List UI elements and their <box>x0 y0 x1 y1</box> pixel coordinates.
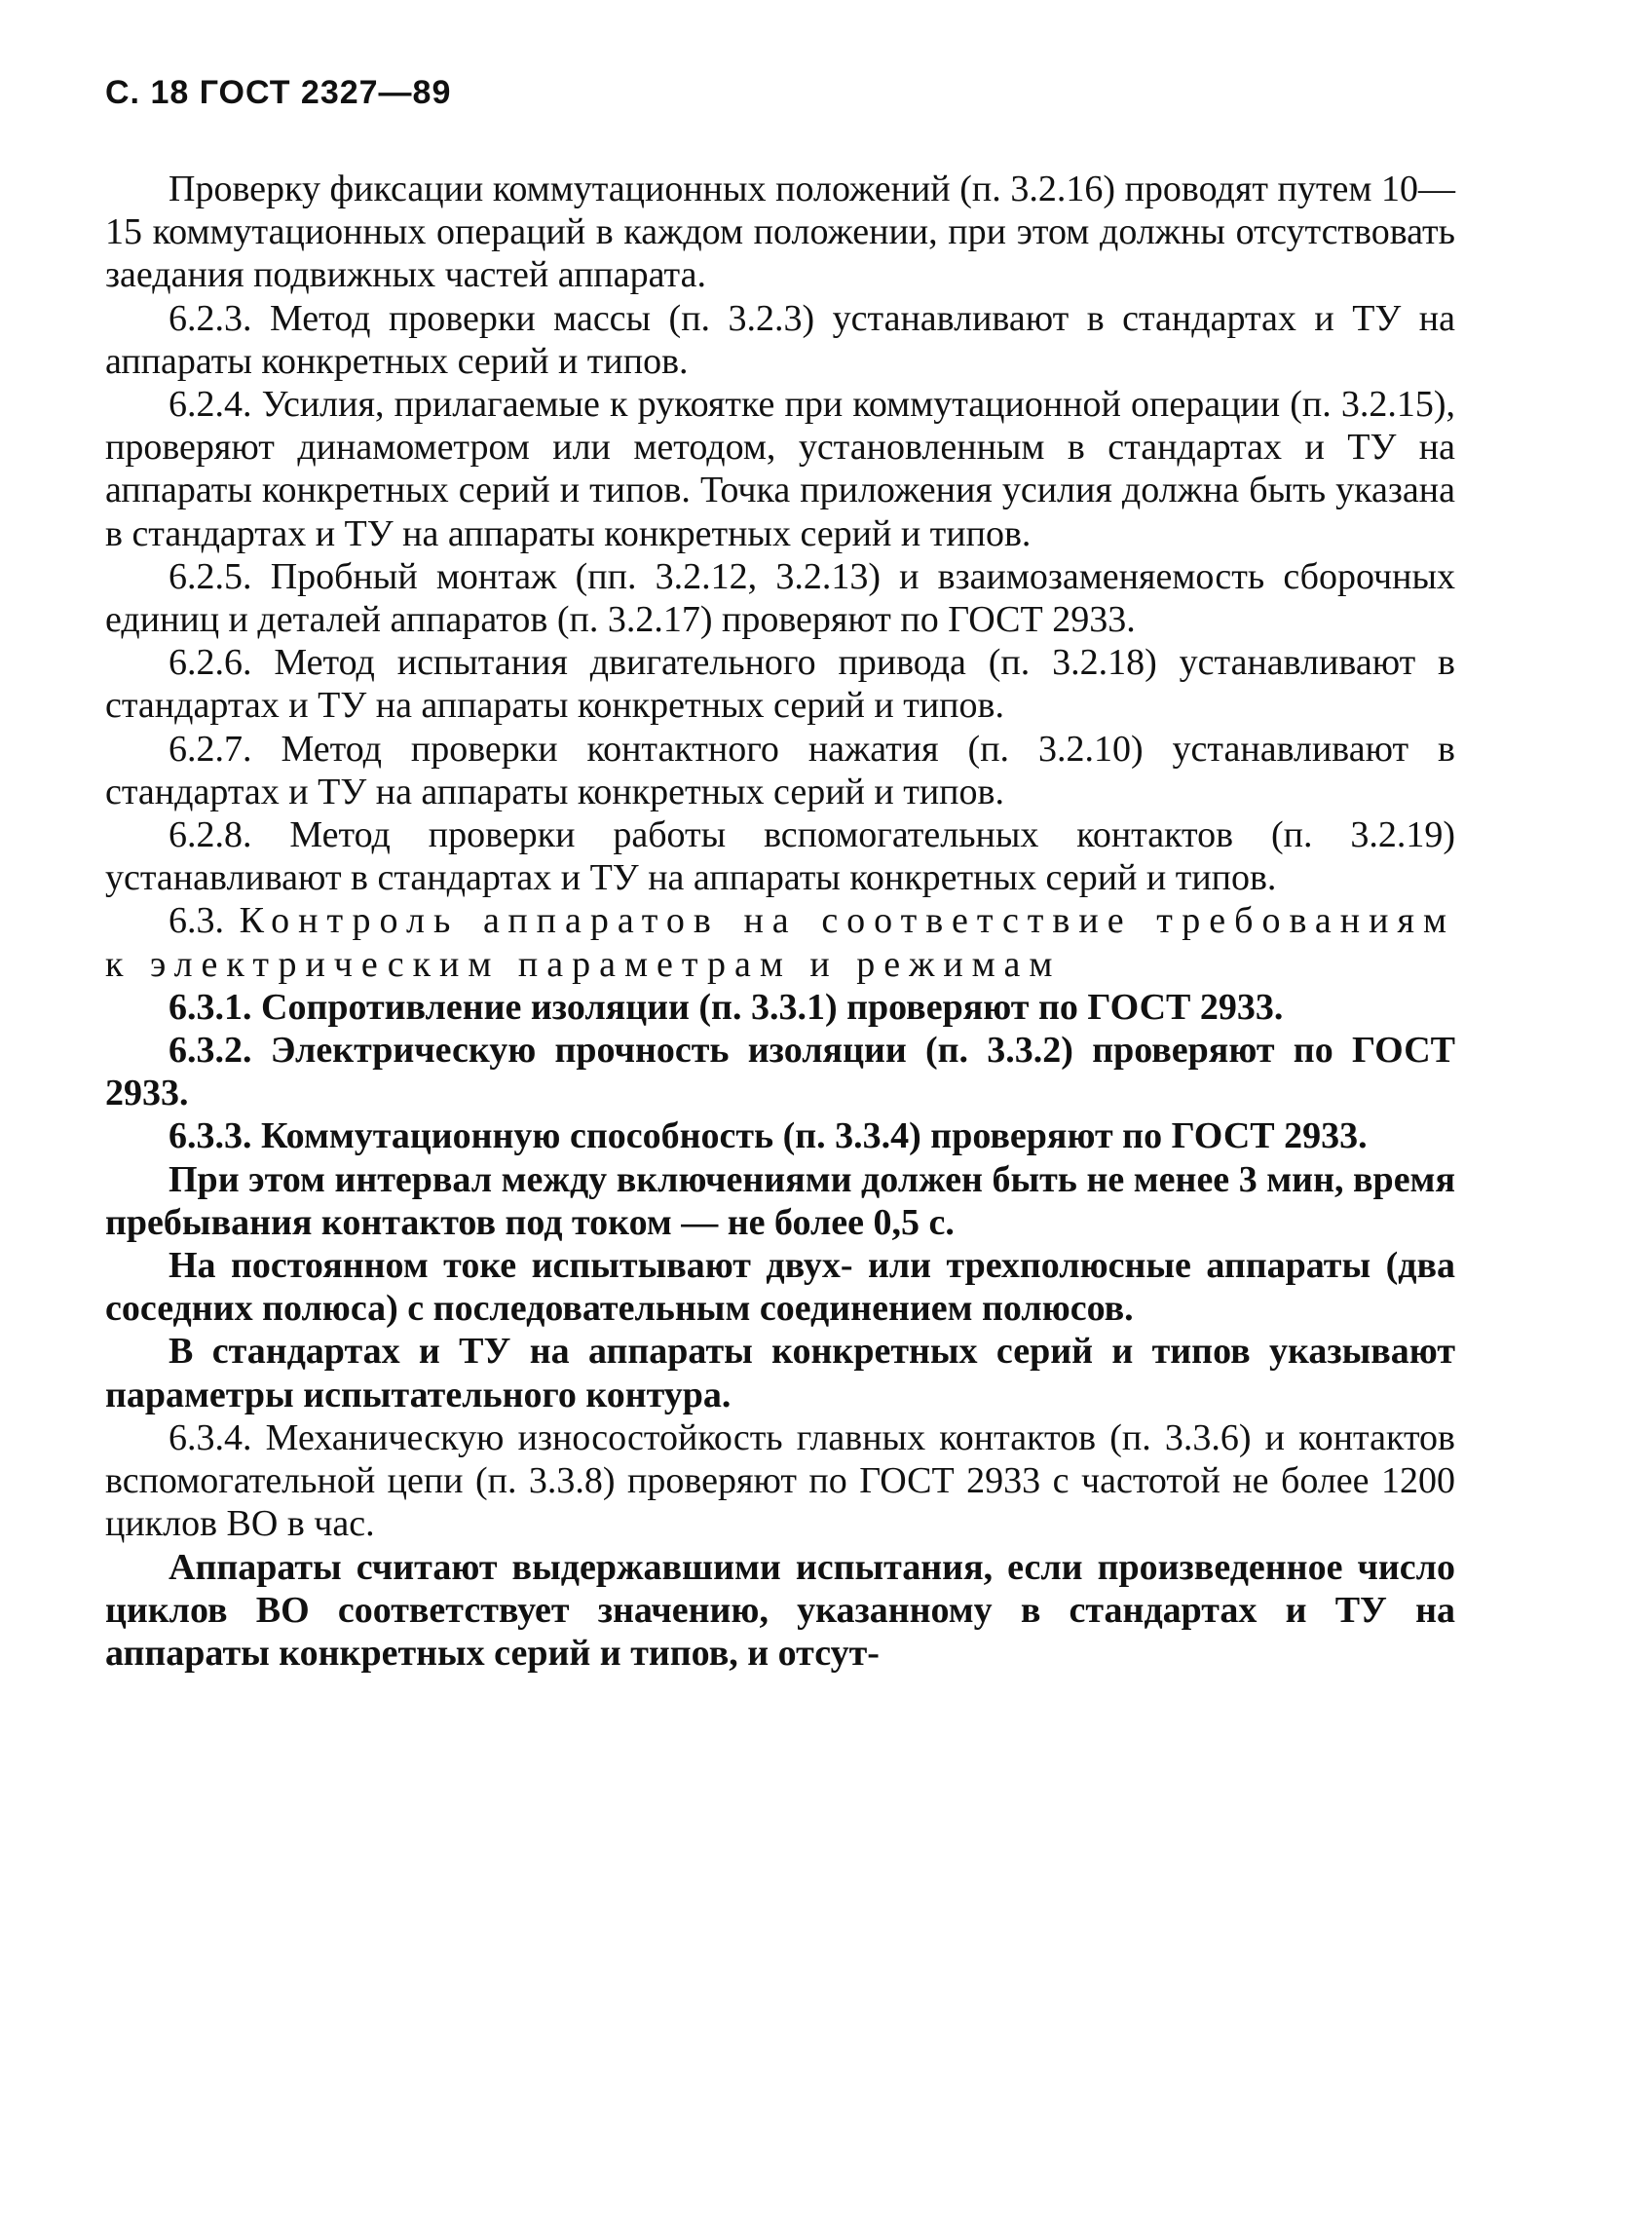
paragraph-fixation-check: Проверку фиксации коммутационных положений (п. 3.2.16) проводят путем 10—15 коммутационных операций в каждом положении, при этом должны отсутствовать заедания подвижных частей аппарата. <box>105 169 1455 296</box>
paragraph-6-3-3: 6.3.3. Коммутационную способность (п. 3.3.4) проверяют по ГОСТ 2933. <box>169 1115 1368 1157</box>
paragraph-6-2-4: 6.2.4. Усилия, прилагаемые к рукоятке при коммутационной операции (п. 3.2.15), проверяют динамометром или методом, установленным в стандартах и ТУ на аппараты конкретных серий и типов. Точка приложения усилия должна быть указана в стандартах и ТУ на аппараты конкретных серий и типов. <box>105 384 1455 554</box>
page-header: С. 18 ГОСТ 2327—89 <box>105 74 452 111</box>
paragraph-apparatus-passed: Аппараты считают выдержавшими испытания, если произведенное число циклов ВО соответствует значению, указанному в стандартах и ТУ на аппараты конкретных серий и типов, и отсут- <box>105 1546 1455 1674</box>
paragraph-6-3-1: 6.3.1. Сопротивление изоляции (п. 3.3.1) проверяют по ГОСТ 2933. <box>169 986 1284 1028</box>
section-heading-number: 6.3. <box>169 900 224 942</box>
section-heading-text: Контроль аппаратов на соответствие требованиям к электрическим параметрам и режимам <box>105 900 1455 985</box>
paragraph-test-circuit: В стандартах и ТУ на аппараты конкретных серий и типов указывают параметры испытательного контура. <box>105 1331 1455 1415</box>
paragraph-6-3-4: 6.3.4. Механическую износостойкость главных контактов (п. 3.3.6) и контактов вспомогательной цепи (п. 3.3.8) проверяют по ГОСТ 2933 с частотой не более 1200 циклов ВО в час. <box>105 1416 1455 1545</box>
paragraph-6-2-7: 6.2.7. Метод проверки контактного нажатия (п. 3.2.10) устанавливают в стандартах и ТУ на аппараты конкретных серий и типов. <box>105 728 1455 812</box>
document-body <box>105 168 1455 1675</box>
paragraph-6-2-3: 6.2.3. Метод проверки массы (п. 3.2.3) устанавливают в стандартах и ТУ на аппараты конкретных серий и типов. <box>105 297 1455 382</box>
paragraph-6-3-2: 6.3.2. Электрическую прочность изоляции (п. 3.3.2) проверяют по ГОСТ 2933. <box>105 1030 1455 1114</box>
paragraph-6-2-8: 6.2.8. Метод проверки работы вспомогательных контактов (п. 3.2.19) устанавливают в стандартах и ТУ на аппараты конкретных серий и типов. <box>105 814 1455 899</box>
paragraph-direct-current: На постоянном токе испытывают двух- или трехполюсные аппараты (два соседних полюса) с последовательным соединением полюсов. <box>105 1245 1455 1330</box>
paragraph-interval: При этом интервал между включениями должен быть не менее 3 мин, время пребывания контактов под током — не более 0,5 с. <box>105 1158 1455 1243</box>
paragraph-6-2-6: 6.2.6. Метод испытания двигательного привода (п. 3.2.18) устанавливают в стандартах и ТУ на аппараты конкретных серий и типов. <box>105 642 1455 727</box>
section-heading-6-3 <box>105 899 1455 985</box>
paragraph-6-2-5: 6.2.5. Пробный монтаж (пп. 3.2.12, 3.2.13) и взаимозаменяемость сборочных единиц и деталей аппаратов (п. 3.2.17) проверяют по ГОСТ 2933. <box>105 555 1455 641</box>
